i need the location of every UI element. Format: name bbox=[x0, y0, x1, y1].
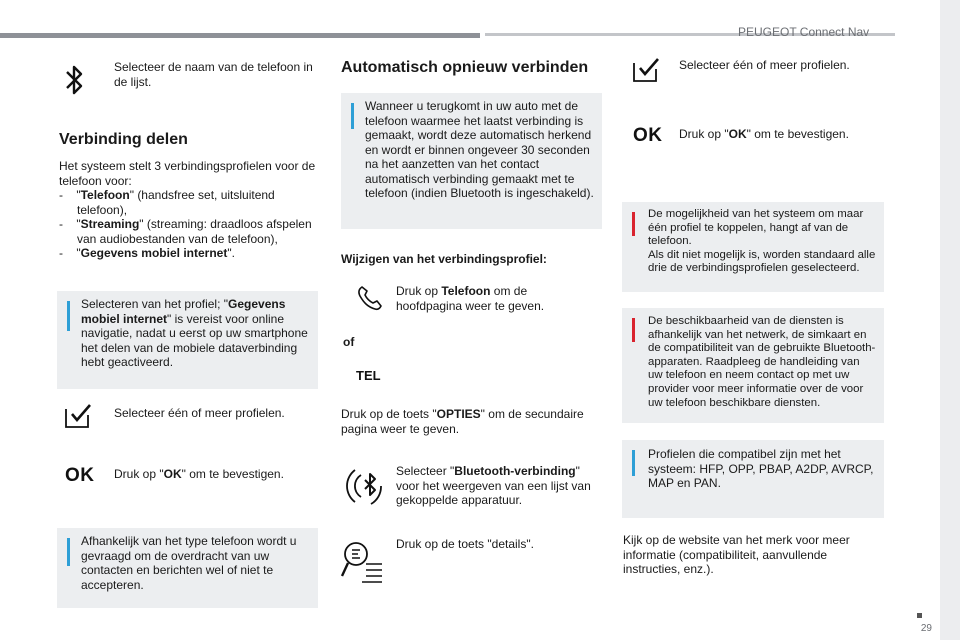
phone-icon bbox=[356, 284, 384, 312]
warning-marker bbox=[632, 212, 635, 236]
page-number: 29 bbox=[920, 622, 932, 634]
top-rule-left bbox=[0, 33, 480, 38]
heading-auto-reconnect: Automatisch opnieuw verbinden bbox=[341, 59, 589, 76]
profiles-intro bbox=[59, 159, 319, 261]
info-note-text: Afhankelijk van het type telefoon wordt u gevraagd om de overdracht van uw contacten en berichten wel of niet te accepteren. bbox=[81, 534, 297, 592]
bluetooth-connection-icon bbox=[341, 462, 385, 510]
info-note-text: Selecteren van het profiel; "Gegevens mobiel internet" is vereist voor online navigatie, nadat u eerst op uw smartphone het delen van de mobiele dataverbinding hebt geactiveerd. bbox=[81, 297, 308, 369]
info-marker bbox=[67, 301, 70, 331]
page-edge-bar bbox=[940, 0, 960, 640]
checkbox-check-icon bbox=[64, 403, 94, 429]
warning-marker bbox=[632, 318, 635, 342]
end-marker bbox=[917, 613, 922, 618]
profile-item: - "Gegevens mobiel internet". bbox=[59, 246, 235, 260]
step-select-profiles: Selecteer één of meer profielen. bbox=[679, 58, 850, 72]
warning-note-text: De beschikbaarheid van de diensten is afhankelijk van het netwerk, de simkaart en de compatibiliteit van de gebruikte Bluetooth-apparaten. Raadpleeg de handleiding van uw telefoon en neem contact op met uw provider voor meer informatie over de voor uw telefoon beschikbare diensten. bbox=[648, 315, 876, 409]
subheading-change-profile: Wijzigen van het verbindingsprofiel: bbox=[341, 252, 547, 266]
step-press-phone: Druk op Telefoon om de hoofdpagina weer te geven. bbox=[396, 284, 545, 313]
step-options: Druk op de toets "OPTIES" om de secundaire pagina weer te geven. bbox=[341, 407, 584, 436]
step-select-profiles: Selecteer één of meer profielen. bbox=[114, 406, 285, 420]
info-marker bbox=[632, 450, 635, 476]
step-select-phone-name: Selecteer de naam van de telefoon in de lijst. bbox=[114, 60, 313, 89]
heading-verbinding-delen: Verbinding delen bbox=[59, 131, 188, 148]
website-reference-text: Kijk op de website van het merk voor meer informatie (compatibiliteit, aanvullende instructies, enz.). bbox=[623, 533, 850, 576]
warning-note-text: De mogelijkheid van het systeem om maar één profiel te koppelen, hangt af van de telefoon. Als dit niet mogelijk is, worden standaard alle drie de verbindingsprofielen geselecteerd. bbox=[648, 208, 876, 275]
warning-note-single-profile bbox=[622, 202, 884, 292]
info-note-contacts bbox=[57, 528, 318, 608]
info-note-text: Wanneer u terugkomt in uw auto met de telefoon waarmee het laatst verbinding is gemaakt, wordt deze automatisch herkend en wordt er binnen ongeveer 30 seconden na het aanzetten van het contact automatisch verbinding gemaakt met te telefoon (indien Bluetooth is ingeschakeld). bbox=[365, 99, 594, 200]
details-icon bbox=[340, 536, 384, 584]
info-note-compatible-profiles bbox=[622, 440, 884, 518]
tel-button-label: TEL bbox=[356, 368, 381, 383]
profile-item: - "Streaming" (streaming: draadloos afspelen van audiobestanden van de telefoon), bbox=[59, 217, 312, 246]
step-confirm-ok: Druk op "OK" om te bevestigen. bbox=[679, 127, 849, 141]
step-details: Druk op de toets "details". bbox=[396, 537, 534, 551]
bluetooth-icon bbox=[62, 62, 86, 98]
step-bluetooth: Selecteer "Bluetooth-verbinding" voor het weergeven van een lijst van gekoppelde apparatuur. bbox=[396, 464, 591, 507]
checkbox-check-icon bbox=[632, 57, 662, 83]
info-note-mobile-data bbox=[57, 291, 318, 389]
page-header: PEUGEOT Connect Nav bbox=[738, 25, 870, 39]
or-label: of bbox=[343, 335, 355, 349]
intro-text: Het systeem stelt 3 verbindingsprofielen voor de telefoon voor: bbox=[59, 159, 316, 188]
info-marker bbox=[351, 103, 354, 129]
ok-button-label: OK bbox=[65, 465, 95, 486]
info-note-text: Profielen die compatibel zijn met het systeem: HFP, OPP, PBAP, A2DP, AVRCP, MAP en PAN. bbox=[648, 447, 874, 490]
step-confirm-ok: Druk op "OK" om te bevestigen. bbox=[114, 467, 284, 481]
info-note-auto-reconnect bbox=[341, 93, 602, 229]
warning-note-services bbox=[622, 308, 884, 423]
info-marker bbox=[67, 538, 70, 566]
profile-item: - "Telefoon" (handsfree set, uitsluitend telefoon), bbox=[59, 188, 275, 217]
ok-button-label: OK bbox=[633, 125, 663, 146]
